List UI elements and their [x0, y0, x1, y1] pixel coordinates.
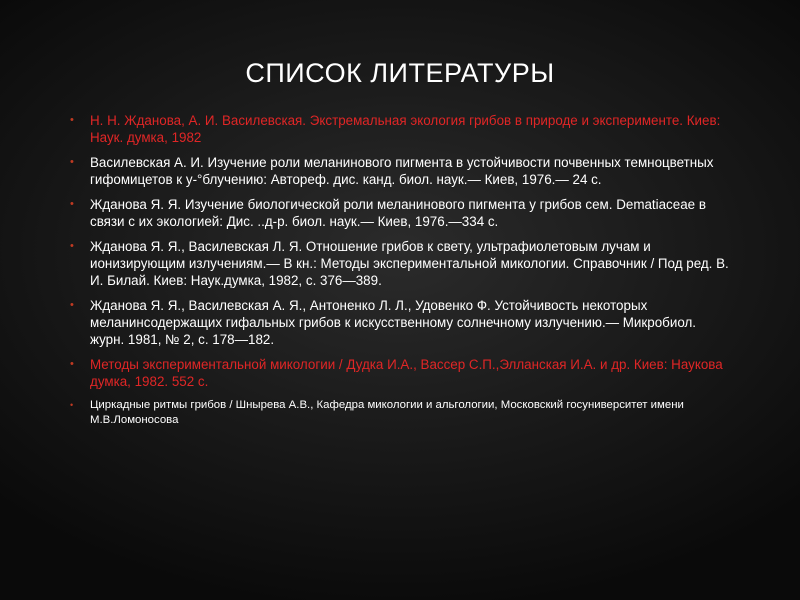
reference-item: [70, 196, 730, 230]
reference-text: Н. Н. Жданова, А. И. Василевская. Экстремальная экология грибов в природе и эксперименте. Киев: Наук. думка, 1982: [90, 113, 721, 145]
slide-title: СПИСОК ЛИТЕРАТУРЫ: [245, 58, 555, 88]
reference-item: [70, 398, 730, 428]
reference-text: Василевская А. И. Изучение роли меланинового пигмента в устойчивости почвенных темноцветных гифомицетов к у-°блучению: Автореф. дис. канд. биол. наук.— Киев, 1976.— 24 с.: [90, 155, 714, 187]
reference-item: [70, 154, 730, 188]
bullet-icon: •: [70, 240, 74, 252]
bullet-icon: •: [70, 198, 74, 210]
bullet-icon: •: [70, 114, 74, 126]
reference-item: [70, 297, 730, 348]
reference-text: Жданова Я. Я., Василевская А. Я., Антоненко Л. Л., Удовенко Ф. Устойчивость некоторых меланинсодержащих гифальных грибов к искусственному солнечному излучению.— Микробиол. журн. 1981, № 2, с. 178—182.: [90, 298, 697, 347]
reference-text: Жданова Я. Я., Василевская Л. Я. Отношение грибов к свету, ультрафиолетовым лучам и ионизирующим излучениям.— В кн.: Методы экспериментальной микологии. Справочник / Под ред. В. И. Билай. Киев: Наук.думка, 1982, с. 376—389.: [90, 239, 729, 288]
bullet-icon: •: [70, 358, 74, 370]
reference-item: [70, 356, 730, 390]
bullet-icon: •: [70, 156, 74, 168]
reference-text: Циркадные ритмы грибов / Шнырева А.В., Кафедра микологии и альгологии, Московский госуниверситет имени М.В.Ломоносова: [90, 399, 684, 426]
reference-text: Жданова Я. Я. Изучение биологической роли меланинового пигмента у грибов сем. Dematiaceae в связи с их экологией: Дис. ..д-р. биол. наук.— Киев, 1976.—334 с.: [90, 197, 706, 229]
reference-list: [70, 112, 730, 436]
bullet-icon: •: [70, 400, 74, 410]
bullet-icon: •: [70, 299, 74, 311]
reference-text: Методы экспериментальной микологии / Дудка И.А., Вассер С.П.,Элланская И.А. и др. Киев: Наукова думка, 1982. 552 с.: [90, 357, 723, 389]
reference-item: [70, 112, 730, 146]
reference-item: [70, 238, 730, 289]
